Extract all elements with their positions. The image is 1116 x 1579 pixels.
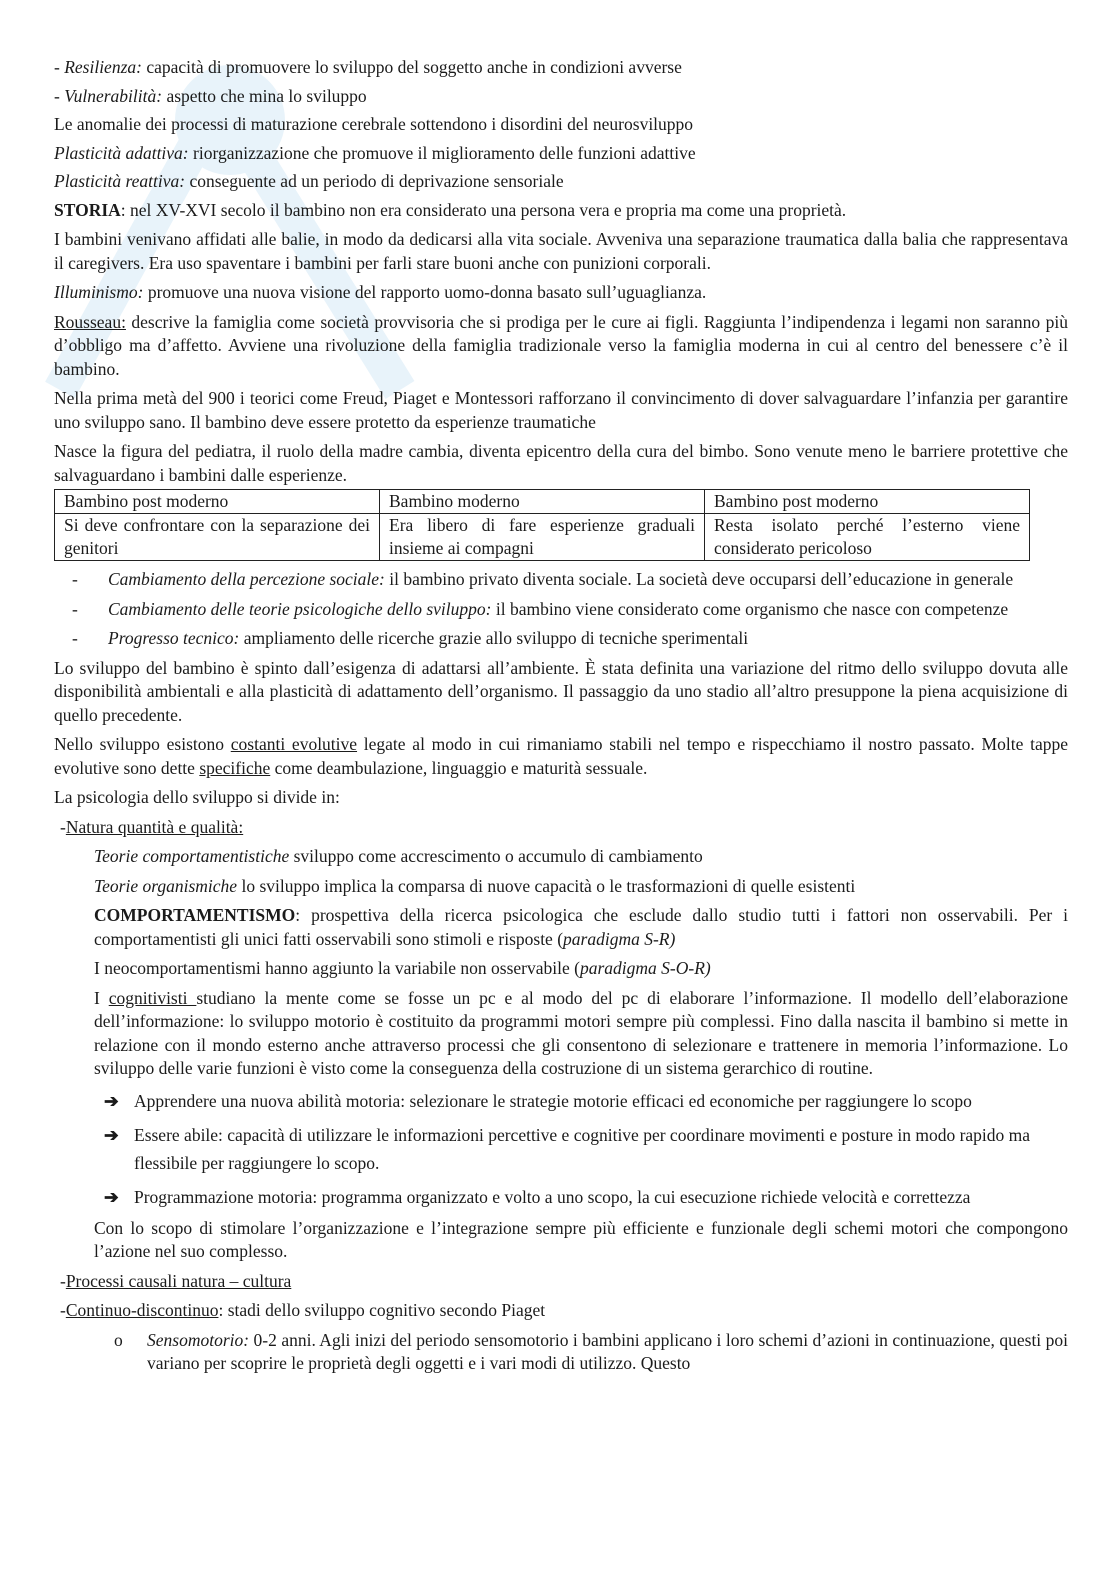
natura-section — [54, 845, 1068, 1081]
para-divide: La psicologia dello sviluppo si divide in: — [54, 787, 340, 807]
para-plasticita-reattiva: Plasticità reattiva: conseguente ad un periodo di deprivazione sensoriale — [54, 171, 564, 191]
table-cell: Era libero di fare esperienze graduali insieme ai compagni — [380, 514, 705, 561]
para-scopo: Con lo scopo di stimolare l’organizzazione e l’integrazione sempre più efficiente e funzionale degli schemi motori che compongono l’azione nel suo complesso. — [94, 1217, 1068, 1261]
para-neocomportamentismi: I neocomportamentismi hanno aggiunto la variabile non osservabile (paradigma S-O-R) — [94, 958, 711, 978]
list-item: ➔ Programmazione motoria: programma organizzato e volto a uno scopo, la cui esecuzione richiede velocità e correttezza — [94, 1183, 1068, 1211]
change-list — [54, 568, 1040, 651]
scopo-section — [54, 1217, 1068, 1264]
para-comportamentistiche: Teorie comportamentistiche sviluppo come accrescimento o accumulo di cambiamento — [94, 846, 703, 866]
para-anomalie: Le anomalie dei processi di maturazione cerebrale sottendono i disordini del neurosviluppo — [54, 114, 694, 134]
comparison-table — [54, 489, 1030, 561]
para-costanti: Nello sviluppo esistono costanti evolutive legate al modo in cui rimaniamo stabili nel tempo e rispecchiamo il nostro passato. Molte tappe evolutive sono dette specifiche come deambulazione, linguaggio e maturità sessuale. — [54, 734, 1068, 778]
para-900: Nella prima metà del 900 i teorici come Freud, Piaget e Montessori rafforzano il convincimento di dover salvaguardare l’infanzia per garantire uno sviluppo sano. Il bambino deve essere protetto da esperienze traumatiche — [54, 388, 1068, 432]
arrow-icon: ➔ — [104, 1186, 119, 1207]
heading-natura: -Natura quantità e qualità: — [60, 816, 244, 837]
para-sviluppo: Lo sviluppo del bambino è spinto dall’esigenza di adattarsi all’ambiente. È stata definita una variazione del ritmo dello sviluppo dovuta alle disponibilità ambientali e alla plasticità di adattamento dell’organismo. Il passaggio da uno stadio all’altro presuppone la piena acquisizione di quello precedente. — [54, 657, 1068, 725]
para-comportamentismo: COMPORTAMENTISMO: prospettiva della ricerca psicologica che esclude dallo studio tutti i fattori non osservabili. Per i comportamentisti gli unici fatti osservabili sono stimoli e risposte (paradigma S-R) — [94, 905, 1068, 949]
arrow-icon: ➔ — [104, 1124, 119, 1145]
list-item: - Cambiamento delle teorie psicologiche dello sviluppo: il bambino viene considerato come organismo che nasce con competenze — [54, 598, 1040, 622]
arrow-icon: ➔ — [104, 1090, 119, 1111]
document-page — [54, 56, 1068, 1376]
list-item: o Sensomotorio: 0-2 anni. Agli inizi del periodo sensomotorio i bambini applicano i loro schemi d’azioni in continuazione, questi poi variano per scoprire le proprietà degli oggetti e i vari modi di utilizzo. Questo — [114, 1329, 1068, 1373]
table-header-row — [55, 490, 1030, 514]
para-plasticita-adattiva: Plasticità adattiva: riorganizzazione che promuove il miglioramento delle funzioni adattive — [54, 142, 696, 163]
dash-marker: - — [72, 628, 78, 648]
table-row — [55, 514, 1030, 561]
para-storia: STORIA: nel XV-XVI secolo il bambino non era considerato una persona vera e propria ma come una proprietà. — [54, 199, 847, 220]
para-illuminismo: Illuminismo: promuove una nuova visione del rapporto uomo-donna basato sull’uguaglianza. — [54, 282, 707, 302]
dash-marker: - — [72, 598, 78, 619]
para-organismiche: Teorie organismiche lo sviluppo implica la comparsa di nuove capacità o le trasformazioni di quelle esistenti — [94, 875, 856, 896]
para-vulnerabilita: - Vulnerabilità: aspetto che mina lo sviluppo — [54, 85, 367, 106]
table-cell: Resta isolato perché l’esterno viene considerato pericoloso — [705, 514, 1030, 561]
list-item: ➔ Apprendere una nuova abilità motoria: selezionare le strategie motorie efficaci ed economiche per raggiungere lo scopo — [94, 1087, 1068, 1115]
table-cell: Si deve confrontare con la separazione dei genitori — [55, 514, 380, 561]
piaget-list — [54, 1329, 1068, 1376]
heading-continuo: -Continuo-discontinuo: stadi dello sviluppo cognitivo secondo Piaget — [60, 1300, 546, 1320]
para-cognitivisti: I cognitivisti studiano la mente come se fosse un pc e al modo del pc di elaborare l’informazione. Il modello dell’elaborazione dell’informazione: lo sviluppo motorio è costituito da programmi motori sempre più complessi. Fino dalla nascita il bambino si mette in relazione con il mondo esterno anche attraverso processi che gli consentono di selezionare e trattenere in memoria l’informazione. Lo sviluppo delle varie funzioni è visto come la conseguenza della costruzione di un sistema gerarchico di routine. — [94, 987, 1069, 1078]
table-header-cell: Bambino post moderno — [705, 490, 1030, 514]
list-item: ➔ Essere abile: capacità di utilizzare le informazioni percettive e cognitive per coordinare movimenti e posture in modo rapido ma flessibile per raggiungere lo scopo. — [94, 1121, 1068, 1177]
list-item: - Cambiamento della percezione sociale: il bambino privato diventa sociale. La società deve occuparsi dell’educazione in generale — [54, 568, 1040, 592]
circle-marker: o — [114, 1329, 123, 1350]
para-rousseau: Rousseau: descrive la famiglia come società provvisoria che si prodiga per le cure ai figli. Raggiunta l’indipendenza i legami non saranno più d’obbligo ma d’affetto. Avviene una rivoluzione della famiglia tradizionale verso la famiglia moderna in cui al centro del benessere c’è il bambino. — [54, 311, 1068, 379]
heading-processi: -Processi causali natura – cultura — [60, 1270, 292, 1291]
table-header-cell: Bambino moderno — [380, 490, 705, 514]
para-pediatra: Nasce la figura del pediatra, il ruolo della madre cambia, diventa epicentro della cura del bimbo. Sono venute meno le barriere protettive che salvaguardano i bambini dalle esperienze. — [54, 441, 1068, 485]
table-header-cell: Bambino post moderno — [55, 490, 380, 514]
dash-marker: - — [72, 569, 78, 589]
motor-list — [54, 1087, 1068, 1211]
list-item: - Progresso tecnico: ampliamento delle ricerche grazie allo sviluppo di tecniche sperimentali — [54, 627, 1040, 651]
para-resilienza: - Resilienza: capacità di promuovere lo sviluppo del soggetto anche in condizioni avverse — [54, 57, 682, 77]
para-balie: I bambini venivano affidati alle balie, in modo da dedicarsi alla vita sociale. Avveniva una separazione traumatica dalla balia che rappresentava il caregivers. Era uso spaventare i bambini per farli stare buoni anche con punizioni corporali. — [54, 229, 1068, 273]
